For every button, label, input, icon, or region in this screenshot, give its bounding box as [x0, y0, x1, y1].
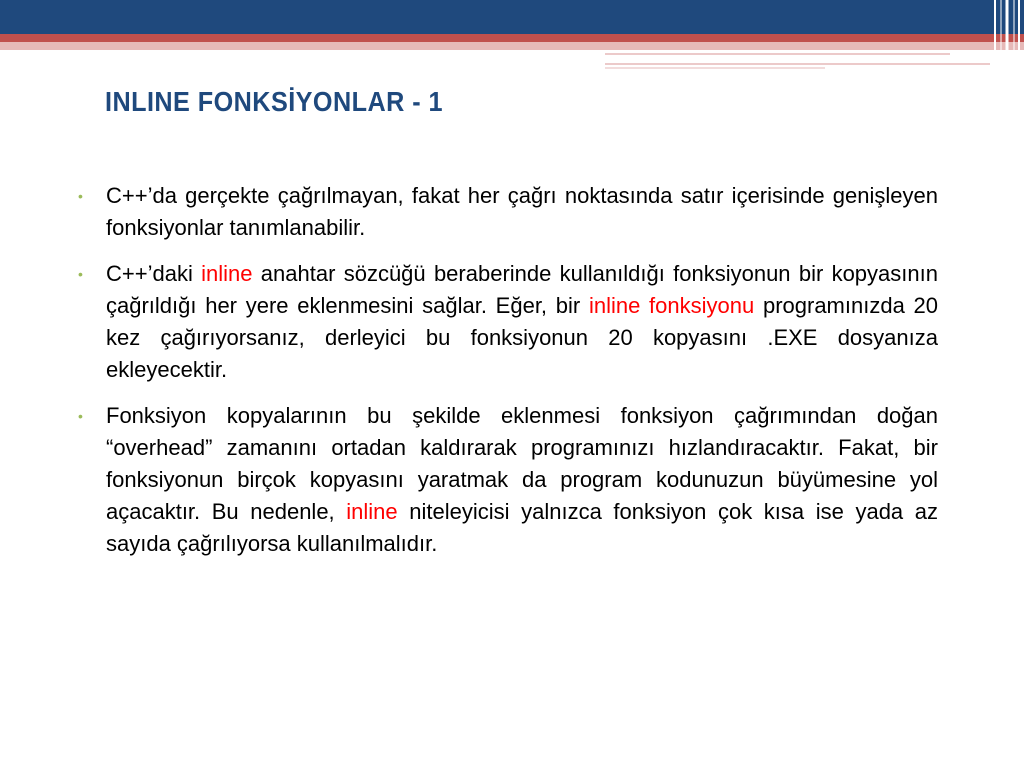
- bullet-list: [78, 180, 938, 574]
- highlight-keyword: inline: [346, 499, 398, 524]
- bullet-text: programınızda 20 kez çağırıyorsanız, derleyici bu fonksiyonun 20 kopyasını .EXE dosyanıza ekleyecektir.: [106, 293, 938, 382]
- bullet-item: [78, 258, 938, 386]
- bullet-text: C++’daki: [106, 261, 202, 286]
- bullet-item: [78, 180, 938, 244]
- bullet-dot-icon: •: [78, 266, 83, 282]
- header-horizontal-lines: [605, 54, 990, 68]
- highlight-keyword: inline: [201, 261, 253, 286]
- bullet-text: C++’da gerçekte çağrılmayan, fakat her çağrı noktasında satır içerisinde genişleyen fonksiyonlar tanımlanabilir.: [106, 183, 938, 240]
- bullet-text: anahtar sözcüğü beraberinde kullanıldığı fonksiyonun bir kopyasının çağrıldığı her yere eklenmesini sağlar. Eğer, bir: [106, 261, 938, 318]
- header-vertical-lines: [995, 0, 1019, 72]
- highlight-keyword: inline fonksiyonu: [588, 293, 755, 318]
- bullet-text: niteleyicisi yalnızca fonksiyon çok kısa ise yada az sayıda çağrılıyorsa kullanılmalıdır.: [106, 499, 938, 556]
- bullet-dot-icon: •: [78, 408, 83, 424]
- bullet-dot-icon: •: [78, 188, 83, 204]
- bullet-item: [78, 400, 938, 560]
- bullet-text: Fonksiyon kopyalarının bu şekilde eklenmesi fonksiyon çağrımından doğan “overhead” zamanını ortadan kaldırarak programınızı hızlandıracaktır. Fakat, bir fonksiyonun birçok kopyasını yaratmak da program kodunuzun büyümesine yol açacaktır. Bu nedenle,: [106, 403, 938, 524]
- slide-title: INLINE FONKSİYONLAR - 1: [105, 86, 443, 117]
- header-decoration-lines: [0, 0, 1024, 80]
